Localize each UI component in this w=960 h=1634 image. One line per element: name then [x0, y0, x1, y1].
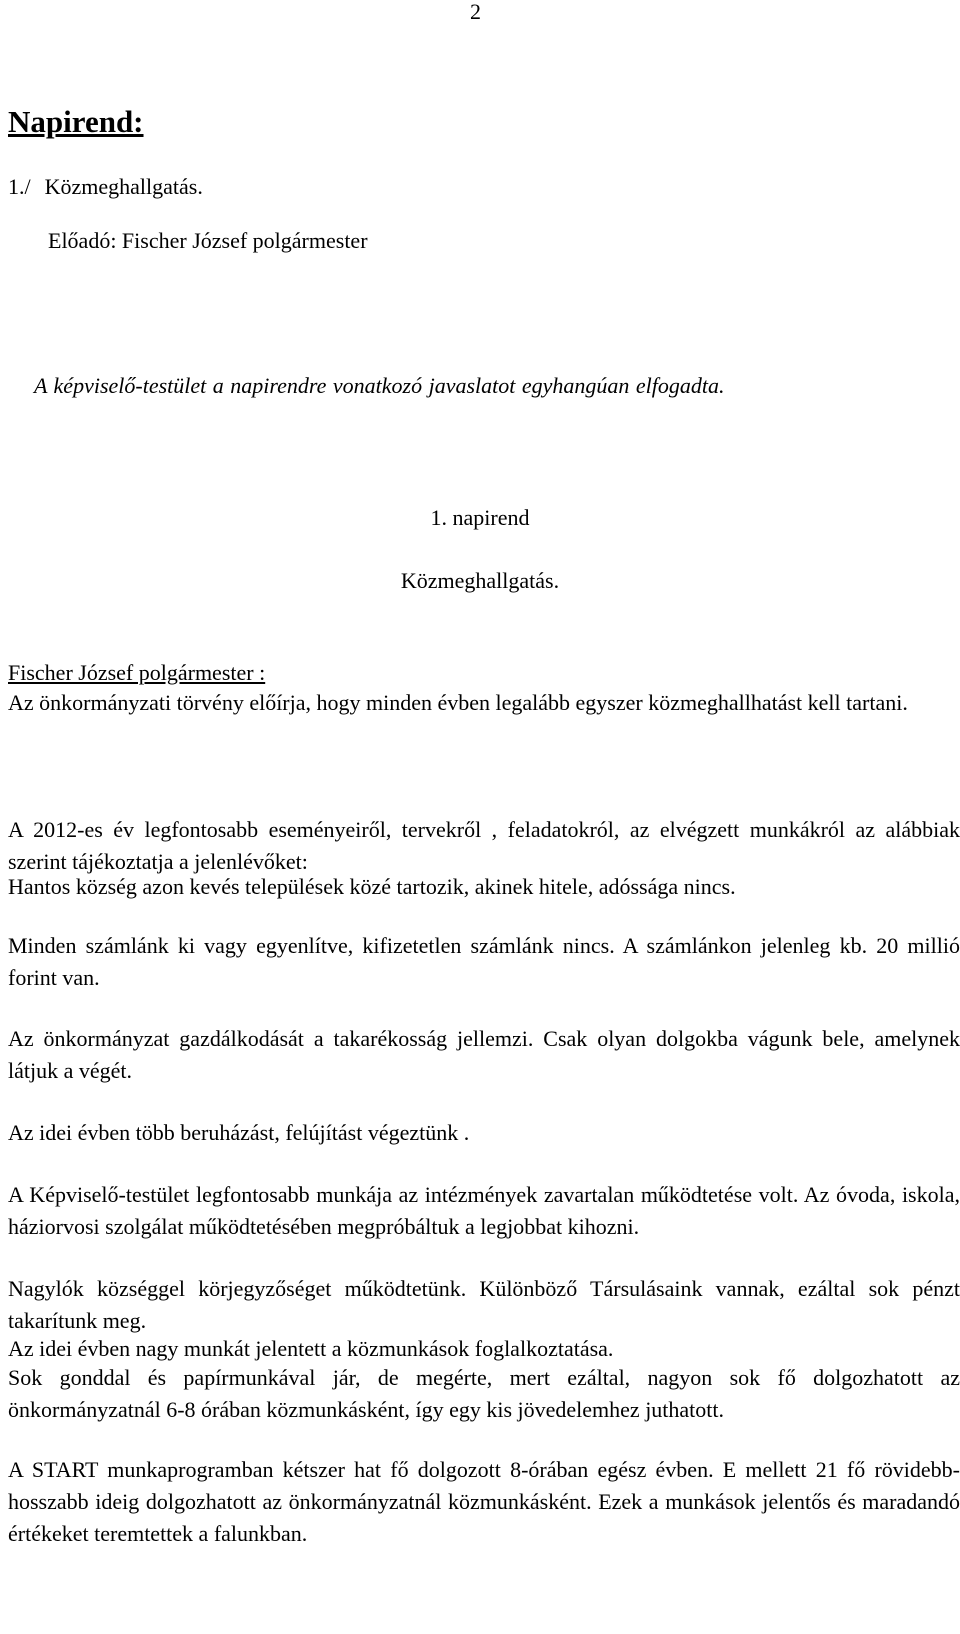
agenda-item: [8, 174, 203, 200]
paragraph: Az önkormányzati törvény előírja, hogy minden évben legalább egyszer közmeghallhatást kell tartani.: [8, 690, 908, 715]
agenda-heading: Napirend:: [8, 104, 144, 139]
page-number: 2: [470, 0, 481, 24]
decision-statement: A képviselő-testület a napirendre vonatkozó javaslatot egyhangúan elfogadta.: [34, 373, 725, 398]
section-number: 1. napirend: [430, 505, 530, 530]
paragraph: A 2012-es év legfontosabb eseményeiről, tervekről , feladatokról, az elvégzett munkákról az alábbiak szerint tájékoztatja a jelenlévőket:: [8, 817, 960, 874]
paragraph: Az idei évben nagy munkát jelentett a közmunkások foglalkoztatása.: [8, 1336, 614, 1361]
paragraph: Az önkormányzat gazdálkodását a takarékosság jellemzi. Csak olyan dolgokba vágunk bele, amelynek látjuk a végét.: [8, 1026, 960, 1083]
paragraph: Az idei évben több beruházást, felújítást végeztünk .: [8, 1120, 470, 1145]
speaker-name: Fischer József polgármester :: [8, 660, 266, 685]
paragraph: A Képviselő-testület legfontosabb munkája az intézmények zavartalan működtetése volt. Az óvoda, iskola, háziorvosi szolgálat működtetésében megpróbáltuk a legjobbat kihozni.: [8, 1182, 960, 1239]
agenda-item-number: 1./: [8, 174, 31, 199]
section-title: Közmeghallgatás.: [400, 568, 560, 593]
agenda-presenter: Előadó: Fischer József polgármester: [48, 228, 368, 253]
paragraph: Hantos község azon kevés települések közé tartozik, akinek hitele, adóssága nincs.: [8, 874, 736, 899]
paragraph: Minden számlánk ki vagy egyenlítve, kifizetetlen számlánk nincs. A számlánkon jelenleg kb. 20 millió forint van.: [8, 933, 960, 990]
paragraph: A START munkaprogramban kétszer hat fő dolgozott 8-órában egész évben. E mellett 21 fő rövidebb-hosszabb ideig dolgozhatott az önkormányzatnál közmunkásként. Ezek a munkások jelentős és maradandó értékeket teremtettek a falunkban.: [8, 1457, 960, 1546]
paragraph: Sok gonddal és papírmunkával jár, de megérte, mert ezáltal, nagyon sok fő dolgozhatott az önkormányzatnál 6-8 órában közmunkásként, így egy kis jövedelemhez juthatott.: [8, 1365, 960, 1422]
agenda-item-label: Közmeghallgatás.: [44, 174, 203, 199]
paragraph: Nagylók községgel körjegyzőséget működtetünk. Különböző Társulásaink vannak, ezáltal sok pénzt takarítunk meg.: [8, 1276, 960, 1333]
